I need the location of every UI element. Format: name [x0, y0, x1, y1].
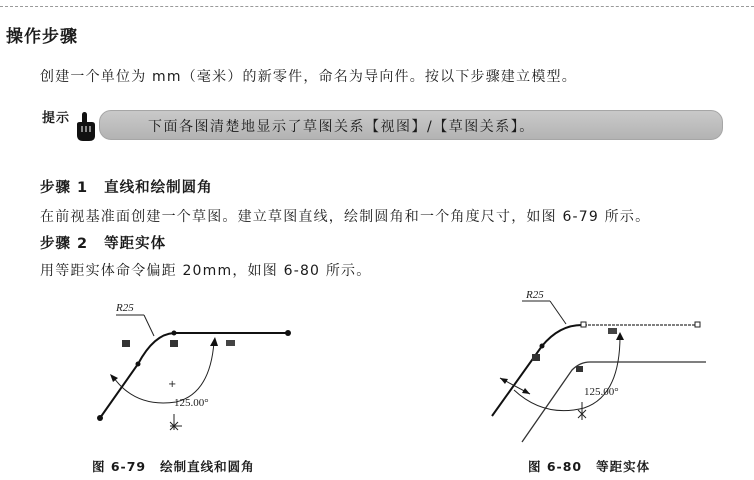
step-1-number: 步骤 1	[40, 180, 89, 196]
relation-marker	[532, 354, 540, 361]
angle-label: 125.00°	[174, 397, 209, 409]
tip-text: 下面各图清楚地显示了草图关系【视图】/【草图关系】。	[148, 119, 535, 135]
tip-label: 提示	[42, 111, 71, 126]
figure-6-80-title: 等距实体	[596, 459, 651, 474]
step-1-heading	[40, 176, 213, 197]
step-1-title: 直线和绘制圆角	[104, 180, 213, 196]
step-2-number: 步骤 2	[40, 236, 89, 252]
sketch-profile	[492, 325, 584, 416]
figure-6-79-caption	[92, 457, 255, 475]
relation-marker	[122, 340, 130, 347]
pointing-hand-icon	[74, 112, 96, 142]
figure-6-79-sketch	[96, 290, 306, 440]
intro-paragraph: 创建一个单位为 mm（毫米）的新零件，命名为导向件。按以下步骤建立模型。	[40, 69, 577, 85]
figure-6-79-number: 图 6-79	[92, 459, 147, 474]
figure-6-80-number: 图 6-80	[528, 459, 583, 474]
angle-dimension-arc	[114, 342, 214, 403]
step-2-title: 等距实体	[104, 236, 167, 252]
radius-label: R25	[526, 290, 544, 301]
top-dashed-rule	[0, 6, 754, 7]
offset-profile	[522, 362, 706, 442]
step-2-body: 用等距实体命令偏距 20mm，如图 6-80 所示。	[40, 263, 372, 279]
step-2-heading	[40, 232, 166, 253]
figure-6-80-sketch	[484, 290, 724, 450]
angle-label: 125.00°	[584, 386, 619, 398]
svg-text:+: +	[168, 379, 177, 390]
angle-dimension-arc	[514, 336, 620, 411]
section-title: 操作步骤	[6, 27, 78, 47]
figure-6-79-title: 绘制直线和圆角	[160, 459, 255, 474]
figure-6-80-caption	[528, 457, 650, 475]
radius-label: R25	[116, 302, 134, 314]
step-1-body: 在前视基准面创建一个草图。建立草图直线，绘制圆角和一个角度尺寸，如图 6-79 所示。	[40, 209, 651, 225]
